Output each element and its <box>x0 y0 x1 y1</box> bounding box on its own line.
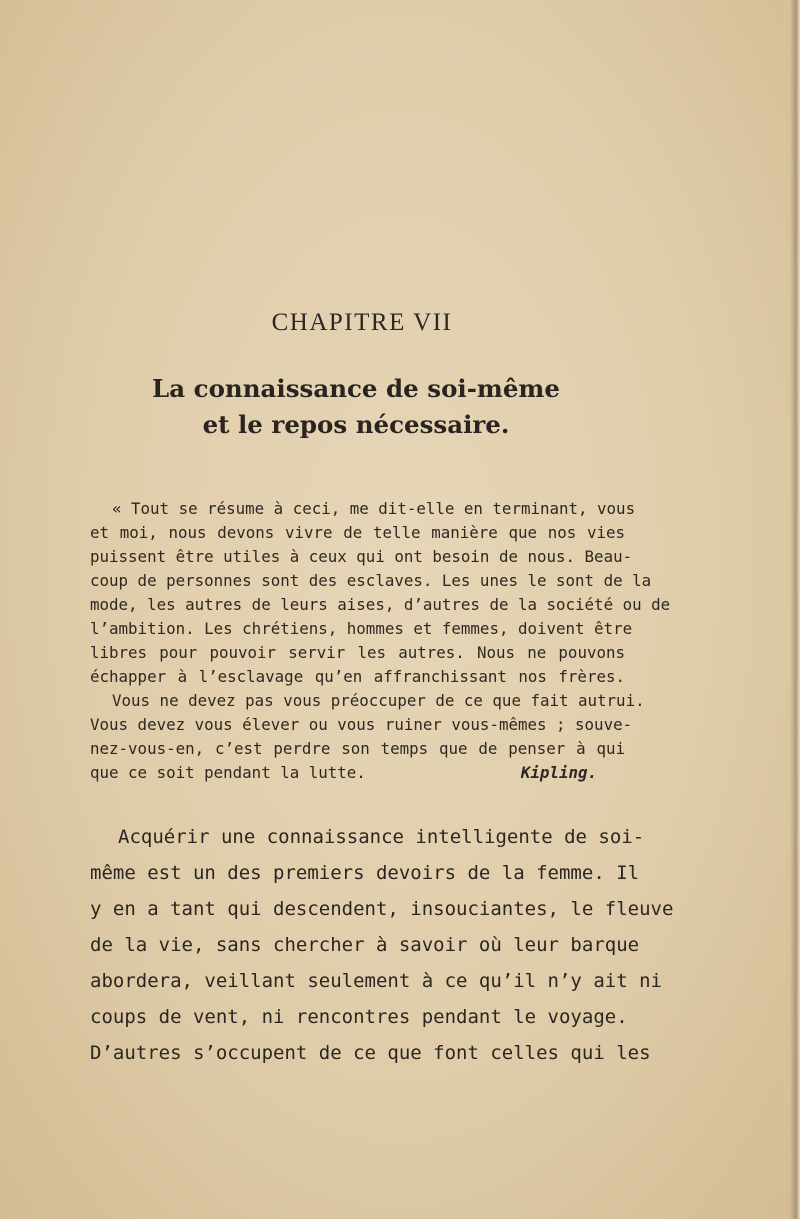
body-line: D’autres s’occupent de ce que font celles qui les <box>90 1042 651 1064</box>
body-line: coups de vent, ni rencontres pendant le voyage. <box>90 1006 628 1028</box>
epigraph-line: puissent être utiles à ceux qui ont besoin de nous. Beau- <box>90 547 633 566</box>
epigraph-line: « Tout se résume à ceci, me dit-elle en terminant, vous <box>112 499 636 518</box>
body-line: y en a tant qui descendent, insouciantes, le fleuve <box>90 898 674 920</box>
epigraph-line: mode, les autres de leurs aises, d’autres de la société ou de <box>90 595 671 614</box>
epigraph-line: l’ambition. Les chrétiens, hommes et femmes, doivent être <box>90 619 633 638</box>
epigraph-attribution: Kipling. <box>520 763 597 782</box>
body-paragraph <box>90 819 674 1071</box>
epigraph-line: nez-vous-en, c’est perdre son temps que de penser à qui <box>90 739 625 758</box>
epigraph-line: coup de personnes sont des esclaves. Les unes le sont de la <box>90 571 652 590</box>
chapter-title-line: et le repos nécessaire. <box>202 410 510 439</box>
body-line: abordera, veillant seulement à ce qu’il n’y ait ni <box>90 970 662 992</box>
body-line: même est un des premiers devoirs de la femme. Il <box>90 862 640 884</box>
epigraph-line: que ce soit pendant la lutte. <box>90 763 366 782</box>
epigraph <box>90 497 671 785</box>
page-edge-shadow <box>790 0 800 1219</box>
epigraph-line: Vous devez vous élever ou vous ruiner vous-mêmes ; souve- <box>90 715 633 734</box>
epigraph-line: libres pour pouvoir servir les autres. Nous ne pouvons <box>90 643 625 662</box>
chapter-heading: CHAPITRE VII <box>271 309 453 336</box>
chapter-title <box>0 371 712 443</box>
chapter-title-line: La connaissance de soi-même <box>152 374 560 403</box>
body-line: Acquérir une connaissance intelligente de soi- <box>118 826 645 848</box>
epigraph-line: échapper à l’esclavage qu’en affranchissant nos frères. <box>90 667 625 686</box>
body-line: de la vie, sans chercher à savoir où leur barque <box>90 934 640 956</box>
epigraph-line: et moi, nous devons vivre de telle manière que nos vies <box>90 523 625 542</box>
epigraph-line: Vous ne devez pas vous préoccuper de ce que fait autrui. <box>112 691 645 710</box>
epigraph-last-row <box>90 761 625 785</box>
